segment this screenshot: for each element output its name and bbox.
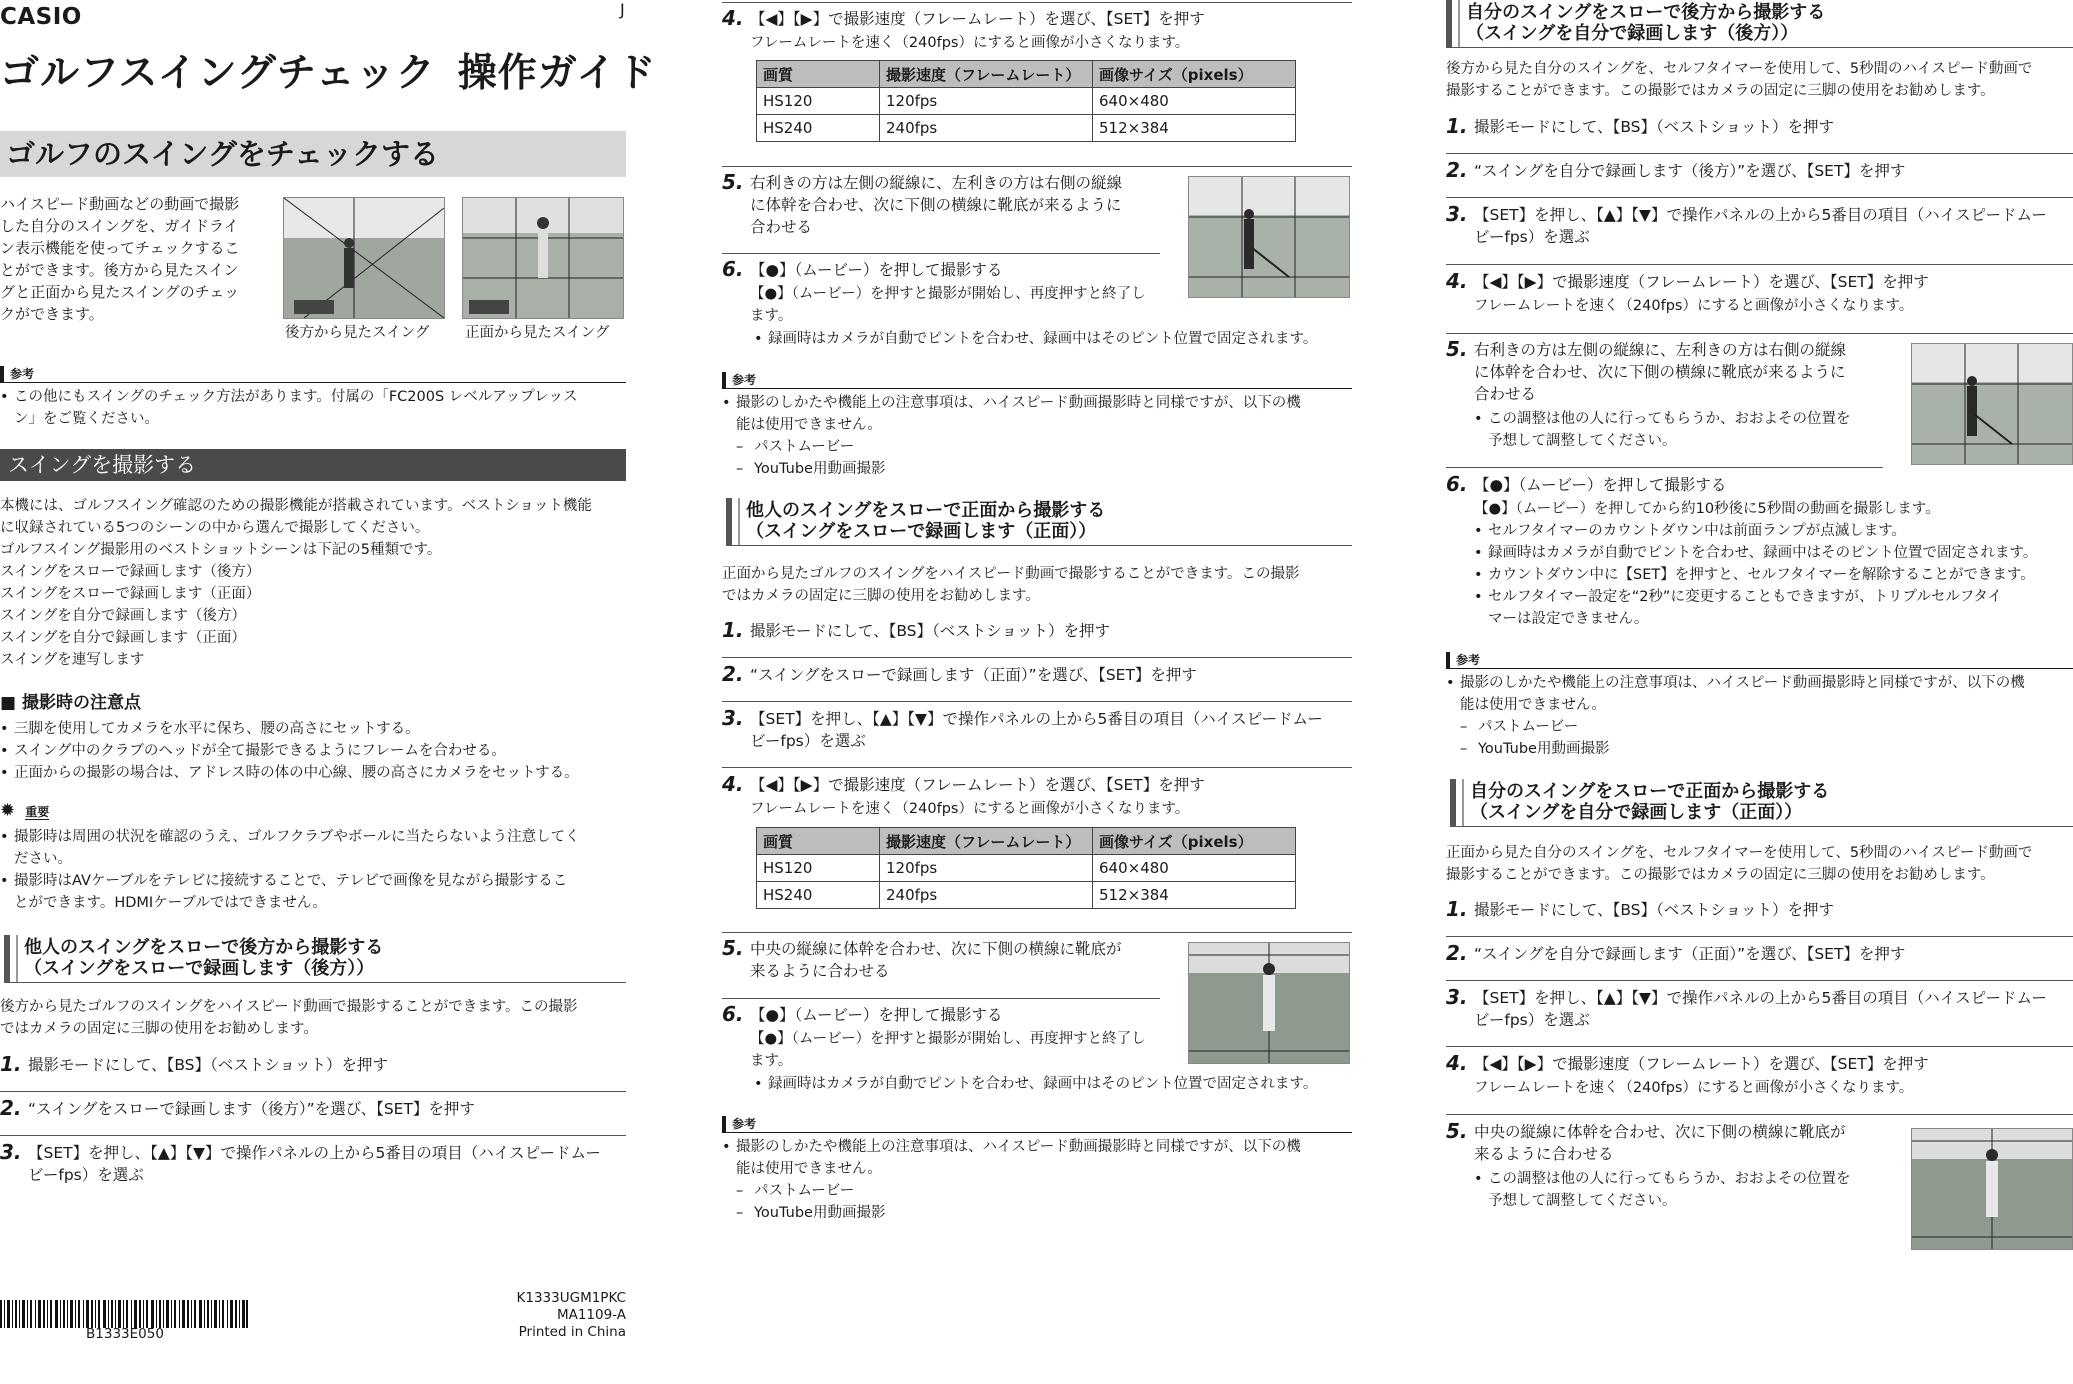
section-heading-other-back: 他人のスイングをスローで後方から撮影する （スイングをスローで録画します（後方）） [4, 935, 626, 983]
step-6-notes: • セルフタイマーのカウントダウン中は前面ランプが点滅します。 • 録画時はカメラが自動でピントを合わせ、録画中はそのピント位置で固定されます。 • カウントダウン中に【SET】を押すと、セルフタイマーを解除することができます。 • セルフタイマー設定を“2秒”に変更することもできますが、トリプルセルフタイ マーは設定できません。 [1474, 520, 2037, 630]
table-row: HS120 120fps 640×480 [757, 855, 1296, 882]
other-back-intro: 後方から見たゴルフのスイングをハイスピード動画で撮影することができます。この撮影 ではカメラの固定に三脚の使用をお勧めします。 [0, 999, 578, 1037]
reference-dash-list: – パストムービー – YouTube用動画撮影 [734, 436, 885, 480]
reference-label: 参考 [722, 372, 756, 388]
caption-back-view: 後方から見たスイング [285, 325, 430, 341]
divider [1446, 936, 2073, 937]
reference-dash-list: – パストムービー – YouTube用動画撮影 [734, 1180, 885, 1224]
step-6-note: • 録画時はカメラが自動でピントを合わせ、録画中はそのピント位置で固定されます。 [754, 328, 1317, 350]
section-heading-other-front: 他人のスイングをスローで正面から撮影する （スイングをスローで録画します（正面）） [726, 498, 1352, 546]
important-label: ✹ 重要 [0, 800, 50, 821]
other-front-intro: 正面から見たゴルフのスイングをハイスピード動画で撮影することができます。この撮影 ではカメラの固定に三脚の使用をお勧めします。 [722, 566, 1300, 604]
divider [1446, 197, 2073, 198]
divider [1446, 264, 2073, 265]
cautions-list: • 三脚を使用してカメラを水平に保ち、腰の高さにセットする。 • スイング中のクラブのヘッドが全て撮影できるようにフレームを合わせる。 • 正面からの撮影の場合は、アドレス時の体の中心線、腰の高さにカメラをセットする。 [0, 718, 579, 784]
warning-icon: ✹ [0, 800, 16, 821]
product-codes: K1333UGM1PKC MA1109-A Printed in China [516, 1290, 626, 1340]
reference-note: • この他にもスイングのチェック方法があります。付属の「FC200S レベルアップレッス ン」をご覧ください。 [0, 386, 578, 430]
table-row: HS240 240fps 512×384 [757, 882, 1296, 909]
divider [722, 253, 1160, 254]
step-5-note: • この調整は他の人に行ってもらうか、おおよその位置を 予想して調整してください。 [1474, 1168, 1851, 1212]
divider [1446, 333, 2073, 334]
spec-table [756, 827, 1296, 909]
reference-divider [722, 388, 1352, 389]
reference-label: 参考 [0, 366, 34, 382]
front-view-guideline-image [1911, 1128, 2073, 1250]
divider [1446, 1046, 2073, 1047]
back-view-guideline-image [1188, 176, 1350, 298]
step-6-note: • 録画時はカメラが自動でピントを合わせ、録画中はそのピント位置で固定されます。 [754, 1073, 1317, 1095]
table-header-row: 画質 撮影速度（フレームレート） 画像サイズ（pixels） [757, 828, 1296, 855]
self-front-intro: 正面から見た自分のスイングを、セルフタイマーを使用して、5秒間のハイスピード動画で 撮影することができます。この撮影ではカメラの固定に三脚の使用をお勧めします。 [1446, 845, 2033, 883]
reference-divider [0, 382, 626, 383]
language-mark: J [620, 0, 625, 19]
reference-label: 参考 [722, 1116, 756, 1132]
divider [0, 1135, 626, 1136]
divider [722, 767, 1352, 768]
intro-text: ハイスピード動画などの動画で撮影 した自分のスイングを、ガイドライ ン表示機能を使ってチェックするこ とができます。後方から見たスイン グと正面から見たスイングのチェッ クができます。 [0, 195, 240, 323]
back-view-guideline-image [1911, 343, 2073, 465]
divider [722, 701, 1352, 702]
section-heading-shoot: スイングを撮影する [0, 449, 626, 481]
table-header-row: 画質 撮影速度（フレームレート） 画像サイズ（pixels） [757, 61, 1296, 88]
reference-note: • 撮影のしかたや機能上の注意事項は、ハイスピード動画撮影時と同様ですが、以下の機 能は使用できません。 [1446, 672, 2025, 716]
page-title: ゴルフスイングチェック 操作ガイド [0, 51, 657, 96]
back-view-swing-image [283, 197, 445, 319]
divider [1446, 467, 1883, 468]
divider [722, 932, 1352, 933]
section-heading-self-back: 自分のスイングをスローで後方から撮影する （スイングを自分で録画します（後方）） [1446, 0, 2073, 48]
reference-note: • 撮影のしかたや機能上の注意事項は、ハイスピード動画撮影時と同様ですが、以下の機 能は使用できません。 [722, 1136, 1301, 1180]
divider [1446, 153, 2073, 154]
reference-dash-list: – パストムービー – YouTube用動画撮影 [1458, 716, 1609, 760]
divider [0, 1091, 626, 1092]
important-list: • 撮影時は周囲の状況を確認のうえ、ゴルフクラブやボールに当たらないよう注意してく ださい。 • 撮影時はAVケーブルをテレビに接続することで、テレビで画像を見ながら撮影するこ とができます。HDMIケーブルではできません。 [0, 826, 580, 914]
divider [1446, 1114, 2073, 1115]
reference-divider [1446, 668, 2073, 669]
divider [1446, 980, 2073, 981]
caption-front-view: 正面から見たスイング [465, 325, 610, 341]
divider [722, 166, 1352, 167]
front-view-swing-image [462, 197, 624, 319]
barcode-number: B1333E050 [86, 1326, 164, 1342]
casio-logo: CASIO [0, 4, 82, 30]
shoot-description: 本機には、ゴルフスイング確認のための撮影機能が搭載されています。ベストショット機能 に収録されている5つのシーンの中から選んで撮影してください。 ゴルフスイング撮影用のベストショットシーンは下記の5種類です。 スイングをスローで録画します（後方） スイングをスローで録画します（正面） スイングを自分で録画します（後方） スイングを自分で録画します（正面） スイングを連写します [0, 498, 592, 668]
step-5-note: • この調整は他の人に行ってもらうか、おおよその位置を 予想して調整してください。 [1474, 408, 1851, 452]
cautions-heading: ■ 撮影時の注意点 [0, 693, 141, 713]
divider [722, 657, 1352, 658]
section-heading-self-front: 自分のスイングをスローで正面から撮影する （スイングを自分で録画します（正面）） [1450, 779, 2073, 827]
reference-divider [722, 1132, 1352, 1133]
divider [722, 2, 1352, 3]
table-row: HS120 120fps 640×480 [757, 88, 1296, 115]
front-view-guideline-image [1188, 942, 1350, 1064]
barcode-image [0, 1300, 248, 1328]
reference-label: 参考 [1446, 652, 1480, 668]
reference-note: • 撮影のしかたや機能上の注意事項は、ハイスピード動画撮影時と同様ですが、以下の機 能は使用できません。 [722, 392, 1301, 436]
spec-table [756, 60, 1296, 142]
divider [722, 998, 1160, 999]
section-heading-check: ゴルフのスイングをチェックする [0, 131, 626, 177]
table-row: HS240 240fps 512×384 [757, 115, 1296, 142]
self-back-intro: 後方から見た自分のスイングを、セルフタイマーを使用して、5秒間のハイスピード動画で 撮影することができます。この撮影ではカメラの固定に三脚の使用をお勧めします。 [1446, 61, 2033, 99]
